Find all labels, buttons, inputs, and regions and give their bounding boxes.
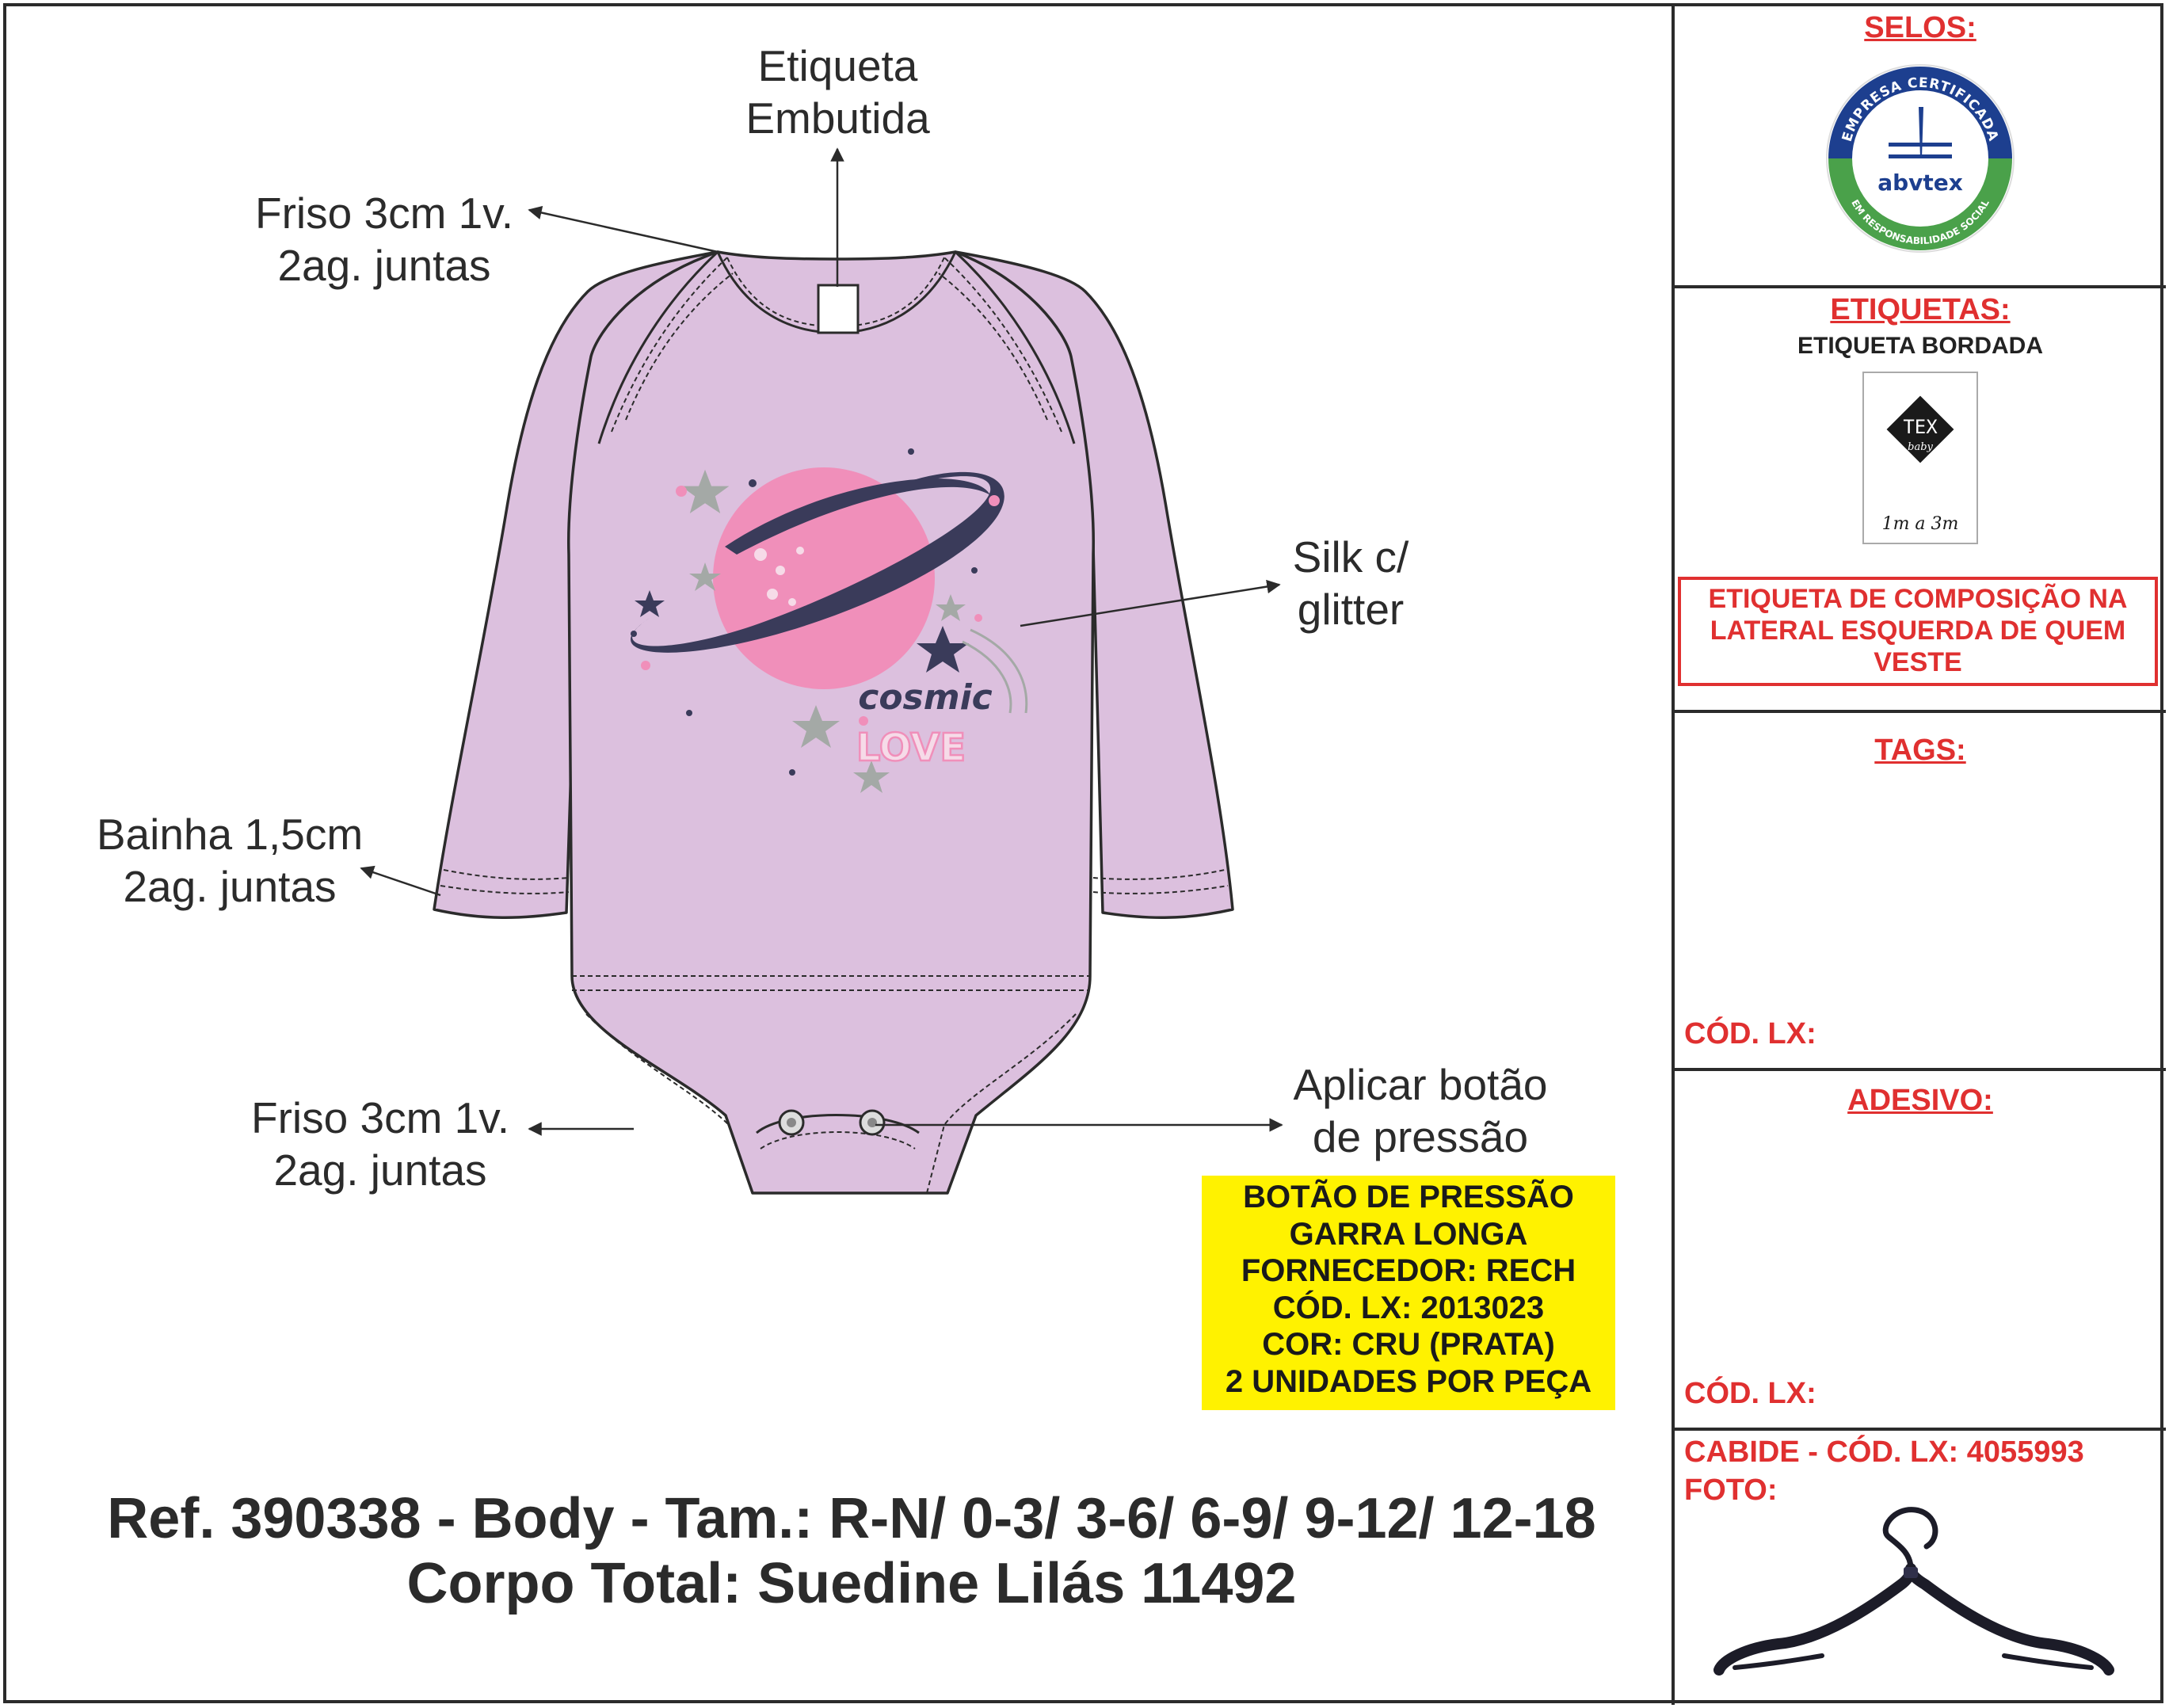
reference-line: Ref. 390338 - Body - Tam.: R-N/ 0-3/ 3-6/ 6-9/ 9-12/ 12-18 [107,1487,1596,1550]
snap-button-spec-box [1202,1176,1615,1410]
hanger-photo [1703,1497,2147,1695]
sidebar-divider [1672,3,1675,1705]
label-size: 1m a 3m [1881,514,1959,534]
callout-text: 2ag. juntas [277,241,491,290]
spec-line: COR: CRU (PRATA) [1262,1327,1555,1362]
seal-center-text: abvtex [1877,170,1963,196]
notice-line: VESTE [1874,647,1962,677]
tags-cod: CÓD. LX: [1684,1017,1816,1050]
spec-line: FORNECEDOR: RECH [1241,1253,1576,1288]
tags-title: TAGS: [1874,734,1966,767]
callout-text: Bainha 1,5cm [96,810,364,859]
callout-text: Embutida [745,93,930,143]
section-divider [1672,710,2166,713]
seal-ring-text: EMPRESA CERTIFICADA [1839,74,2002,144]
callout-text: Friso 3cm 1v. [255,189,513,238]
callout-text: de pressão [1312,1112,1529,1161]
callout-silk [1252,531,1450,635]
etiquetas-title: ETIQUETAS: [1830,293,2011,326]
brand-label [1862,371,1979,545]
notice-line: ETIQUETA DE COMPOSIÇÃO NA [1708,584,2128,614]
spec-line: GARRA LONGA [1289,1216,1528,1252]
cabide-code: CABIDE - CÓD. LX: 4055993 [1684,1435,2084,1469]
callout-botao [1274,1058,1567,1163]
print-text-love: LOVE [856,726,966,770]
callout-text: Aplicar botão [1293,1060,1548,1109]
label-sub: baby [1908,441,1933,453]
abvtex-seal [1825,63,2015,254]
section-divider [1672,1428,2166,1431]
label-brand: TEX [1903,416,1938,438]
section-divider [1672,285,2166,288]
seal-bottom-text: EM RESPONSABILIDADE SOCIAL [1849,197,1992,247]
callout-text: 2ag. juntas [123,862,337,911]
callout-text: glitter [1297,585,1405,634]
etiqueta-bordada-label: ETIQUETA BORDADA [1797,333,2043,359]
adesivo-cod: CÓD. LX: [1684,1377,1816,1410]
callout-text: Etiqueta [757,41,918,90]
callout-text: Friso 3cm 1v. [251,1093,509,1142]
composition-notice [1678,577,2158,686]
foto-label: FOTO: [1684,1474,1778,1507]
fabric-line: Corpo Total: Suedine Lilás 11492 [406,1552,1297,1615]
spec-line: CÓD. LX: 2013023 [1272,1290,1545,1325]
callout-friso-top [230,187,539,292]
callout-bainha [79,808,380,913]
callout-text: Silk c/ [1292,532,1409,581]
print-text-cosmic: cosmic [858,677,993,718]
section-divider [1672,1068,2166,1071]
adesivo-title: ADESIVO: [1847,1084,1993,1117]
callout-text: 2ag. juntas [273,1146,487,1195]
selos-title: SELOS: [1864,11,1976,44]
callout-etiqueta [729,40,947,144]
spec-line: 2 UNIDADES POR PEÇA [1225,1363,1592,1399]
spec-line: BOTÃO DE PRESSÃO [1243,1180,1574,1214]
callout-friso-bottom [226,1092,535,1196]
notice-line: LATERAL ESQUERDA DE QUEM [1710,616,2126,646]
